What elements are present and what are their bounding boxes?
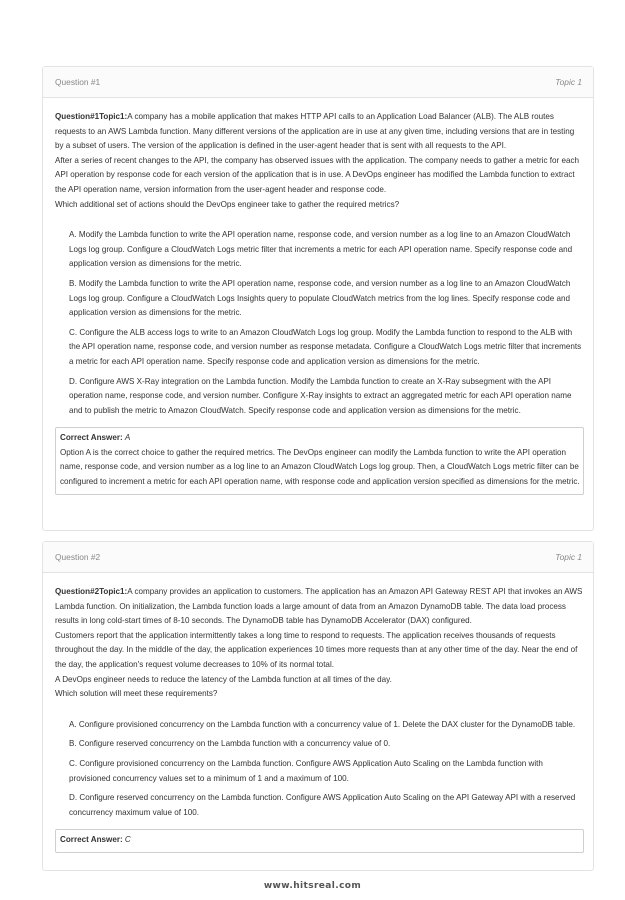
- option-d[interactable]: D. Configure reserved concurrency on the Lambda function. Configure AWS Application Auto Scaling on the API Gateway API with a reserved concurrency maximum value of 100.: [69, 793, 576, 817]
- answer-options: [55, 718, 584, 821]
- question-paragraph: Question#1Topic1:A company has a mobile application that makes HTTP API calls to an Application Load Balancer (ALB). The ALB routes requests to an AWS Lambda function. Many different versions of the application are in use at any given time, including versions that are in testing by a subset of users. The version of the application is defined in the user-agent header that is sent with all requests to the API.: [55, 112, 575, 151]
- option-b[interactable]: B. Modify the Lambda function to write the API operation name, response code, and version number as a log line to an Amazon CloudWatch Logs log group. Configure a CloudWatch Logs Insights query to populate CloudWatch metrics from the log lines. Specify response code and application version as dimensions for the metric.: [69, 278, 571, 318]
- option-b[interactable]: B. Configure reserved concurrency on the Lambda function with a concurrency value of 0.: [69, 739, 391, 749]
- question-paragraph: A DevOps engineer needs to reduce the latency of the Lambda function at all times of the day.: [55, 674, 392, 684]
- question-topic: Topic 1: [555, 552, 582, 562]
- option-a[interactable]: A. Modify the Lambda function to write the API operation name, response code, and version number as a log line to an Amazon CloudWatch Logs log group. Configure a CloudWatch Logs metric filter that increments a metric for each API operation name. Specify response code and application version as dimensions for the metric.: [69, 230, 573, 269]
- correct-answer-box: [55, 427, 584, 494]
- answer-options: [55, 228, 584, 418]
- question-header: [43, 542, 593, 573]
- correct-answer-label: Correct Answer:: [60, 835, 123, 845]
- correct-answer-value: A: [124, 433, 131, 443]
- option-c[interactable]: C. Configure provisioned concurrency on the Lambda function. Configure AWS Application Auto Scaling on the Lambda function with provisioned concurrency values set to a minimum of 1 and a maximum of 100.: [69, 758, 543, 783]
- option-c[interactable]: C. Configure the ALB access logs to write to an Amazon CloudWatch Logs log group. Modify the Lambda function to respond to the ALB with the API operation name, response code, and version number as response metadata. Configure a CloudWatch Logs metric filter that increments a metric for each API operation name. Specify response code and application version as dimensions for the metric.: [69, 327, 582, 366]
- answer-explanation: Option A is the correct choice to gather the required metrics. The DevOps engineer can modify the Lambda function to write the API operation name, response code, and version number as a log line to an Amazon CloudWatch Logs log group. Then, a CloudWatch Logs metric filter can be configured to increment a metric for each API operation name, with response code and application version specified as dimensions for the metric.: [60, 447, 580, 487]
- question-text: [55, 585, 584, 702]
- correct-answer-label: Correct Answer:: [60, 433, 123, 443]
- question-text: [55, 110, 584, 212]
- question-card-1: [42, 66, 594, 531]
- correct-answer-value: C: [124, 835, 131, 845]
- question-paragraph: After a series of recent changes to the API, the company has observed issues with the application. The company needs to gather a metric for each API operation by response code for each version of the application that is in use. A DevOps engineer has modified the Lambda function to extract the API operation name, version information from the user-agent header and response code.: [55, 155, 579, 194]
- question-topic: Topic 1: [555, 77, 582, 87]
- question-header: [43, 67, 593, 98]
- option-d[interactable]: D. Configure AWS X-Ray integration on the Lambda function. Modify the Lambda function to create an X-Ray subsegment with the API operation name, response code, and version number. Configure X-Ray insights to extract an aggregated metric for each API operation name and to publish the metric to Amazon CloudWatch. Specify response code and application version as dimensions for the metric.: [69, 376, 572, 415]
- question-paragraph: Question#2Topic1:A company provides an application to customers. The application has an Amazon API Gateway REST API that invokes an AWS Lambda function. On initialization, the Lambda function loads a large amount of data from an Amazon DynamoDB table. The data load process results in long cold-start times of 8-10 seconds. The DynamoDB table has DynamoDB Accelerator (DAX) configured.: [55, 587, 583, 626]
- option-a[interactable]: A. Configure provisioned concurrency on the Lambda function with a concurrency value of 1. Delete the DAX cluster for the DynamoDB table.: [69, 719, 576, 729]
- question-paragraph: Which solution will meet these requirements?: [55, 689, 218, 699]
- footer-site-url: www.hitsreal.com: [263, 881, 362, 891]
- question-label: Question#2Topic1:: [55, 587, 128, 596]
- question-paragraph: Customers report that the application intermittently takes a long time to respond to requests. The application receives thousands of requests throughout the day. In the middle of the day, the application experiences 10 times more requests than at any other time of the day. Near the end of the day, the application's request volume decreases to 10% of its normal total.: [55, 630, 578, 669]
- question-number: Question #2: [55, 552, 101, 562]
- question-label: Question#1Topic1:: [55, 112, 128, 121]
- question-paragraph: Which additional set of actions should the DevOps engineer take to gather the required metrics?: [55, 199, 400, 209]
- question-number: Question #1: [55, 77, 101, 87]
- question-card-2: [42, 541, 594, 871]
- correct-answer-box: [55, 829, 584, 853]
